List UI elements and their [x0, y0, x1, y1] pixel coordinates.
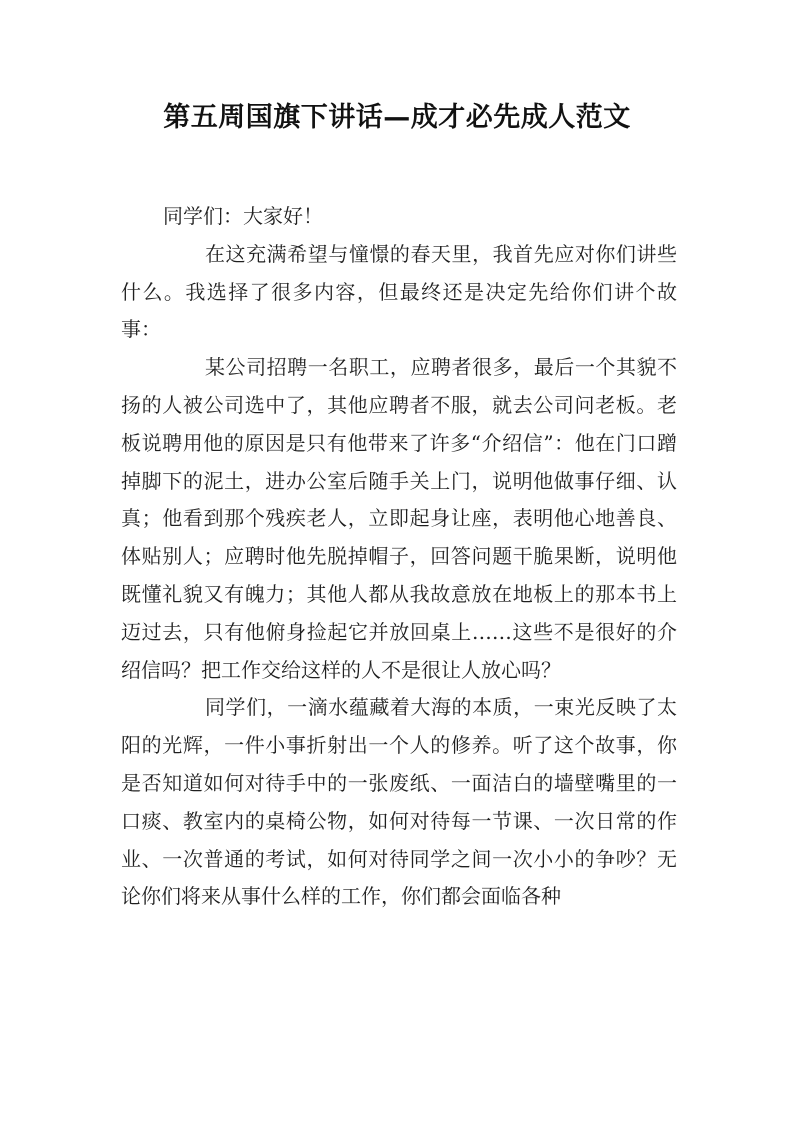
paragraph-intro: 在这充满希望与憧憬的春天里，我首先应对你们讲些什么。我选择了很多内容，但最终还是决定先给你们讲个故事： — [121, 241, 677, 342]
paragraph-reflection: 同学们，一滴水蕴藏着大海的本质，一束光反映了太阳的光辉，一件小事折射出一个人的修养。听了这个故事，你是否知道如何对待手中的一张废纸、一面洁白的墙壁嘴里的一口痰、教室内的桌椅公物，如何对待每一节课、一次日常的作业、一次普通的考试，如何对待同学之间一次小小的争吵？无论你们将来从事什么样的工作，你们都会面临各种 — [121, 695, 677, 909]
document-body — [121, 198, 677, 916]
paragraph-story: 某公司招聘一名职工，应聘者很多，最后一个其貌不扬的人被公司选中了，其他应聘者不服，就去公司问老板。老板说聘用他的原因是只有他带来了许多“介绍信”：他在门口蹭掉脚下的泥土，进办公室后随手关上门，说明他做事仔细、认真；他看到那个残疾老人，立即起身让座，表明他心地善良、体贴别人；应聘时他先脱掉帽子，回答问题干脆果断，说明他既懂礼貌又有魄力；其他人都从我故意放在地板上的那本书上迈过去，只有他俯身捡起它并放回桌上……这些不是很好的介绍信吗？把工作交给这样的人不是很让人放心吗？ — [121, 355, 677, 682]
page-title: 第五周国旗下讲话—成才必先成人范文 — [163, 102, 631, 133]
greeting-line: 同学们：大家好！ — [163, 204, 323, 228]
